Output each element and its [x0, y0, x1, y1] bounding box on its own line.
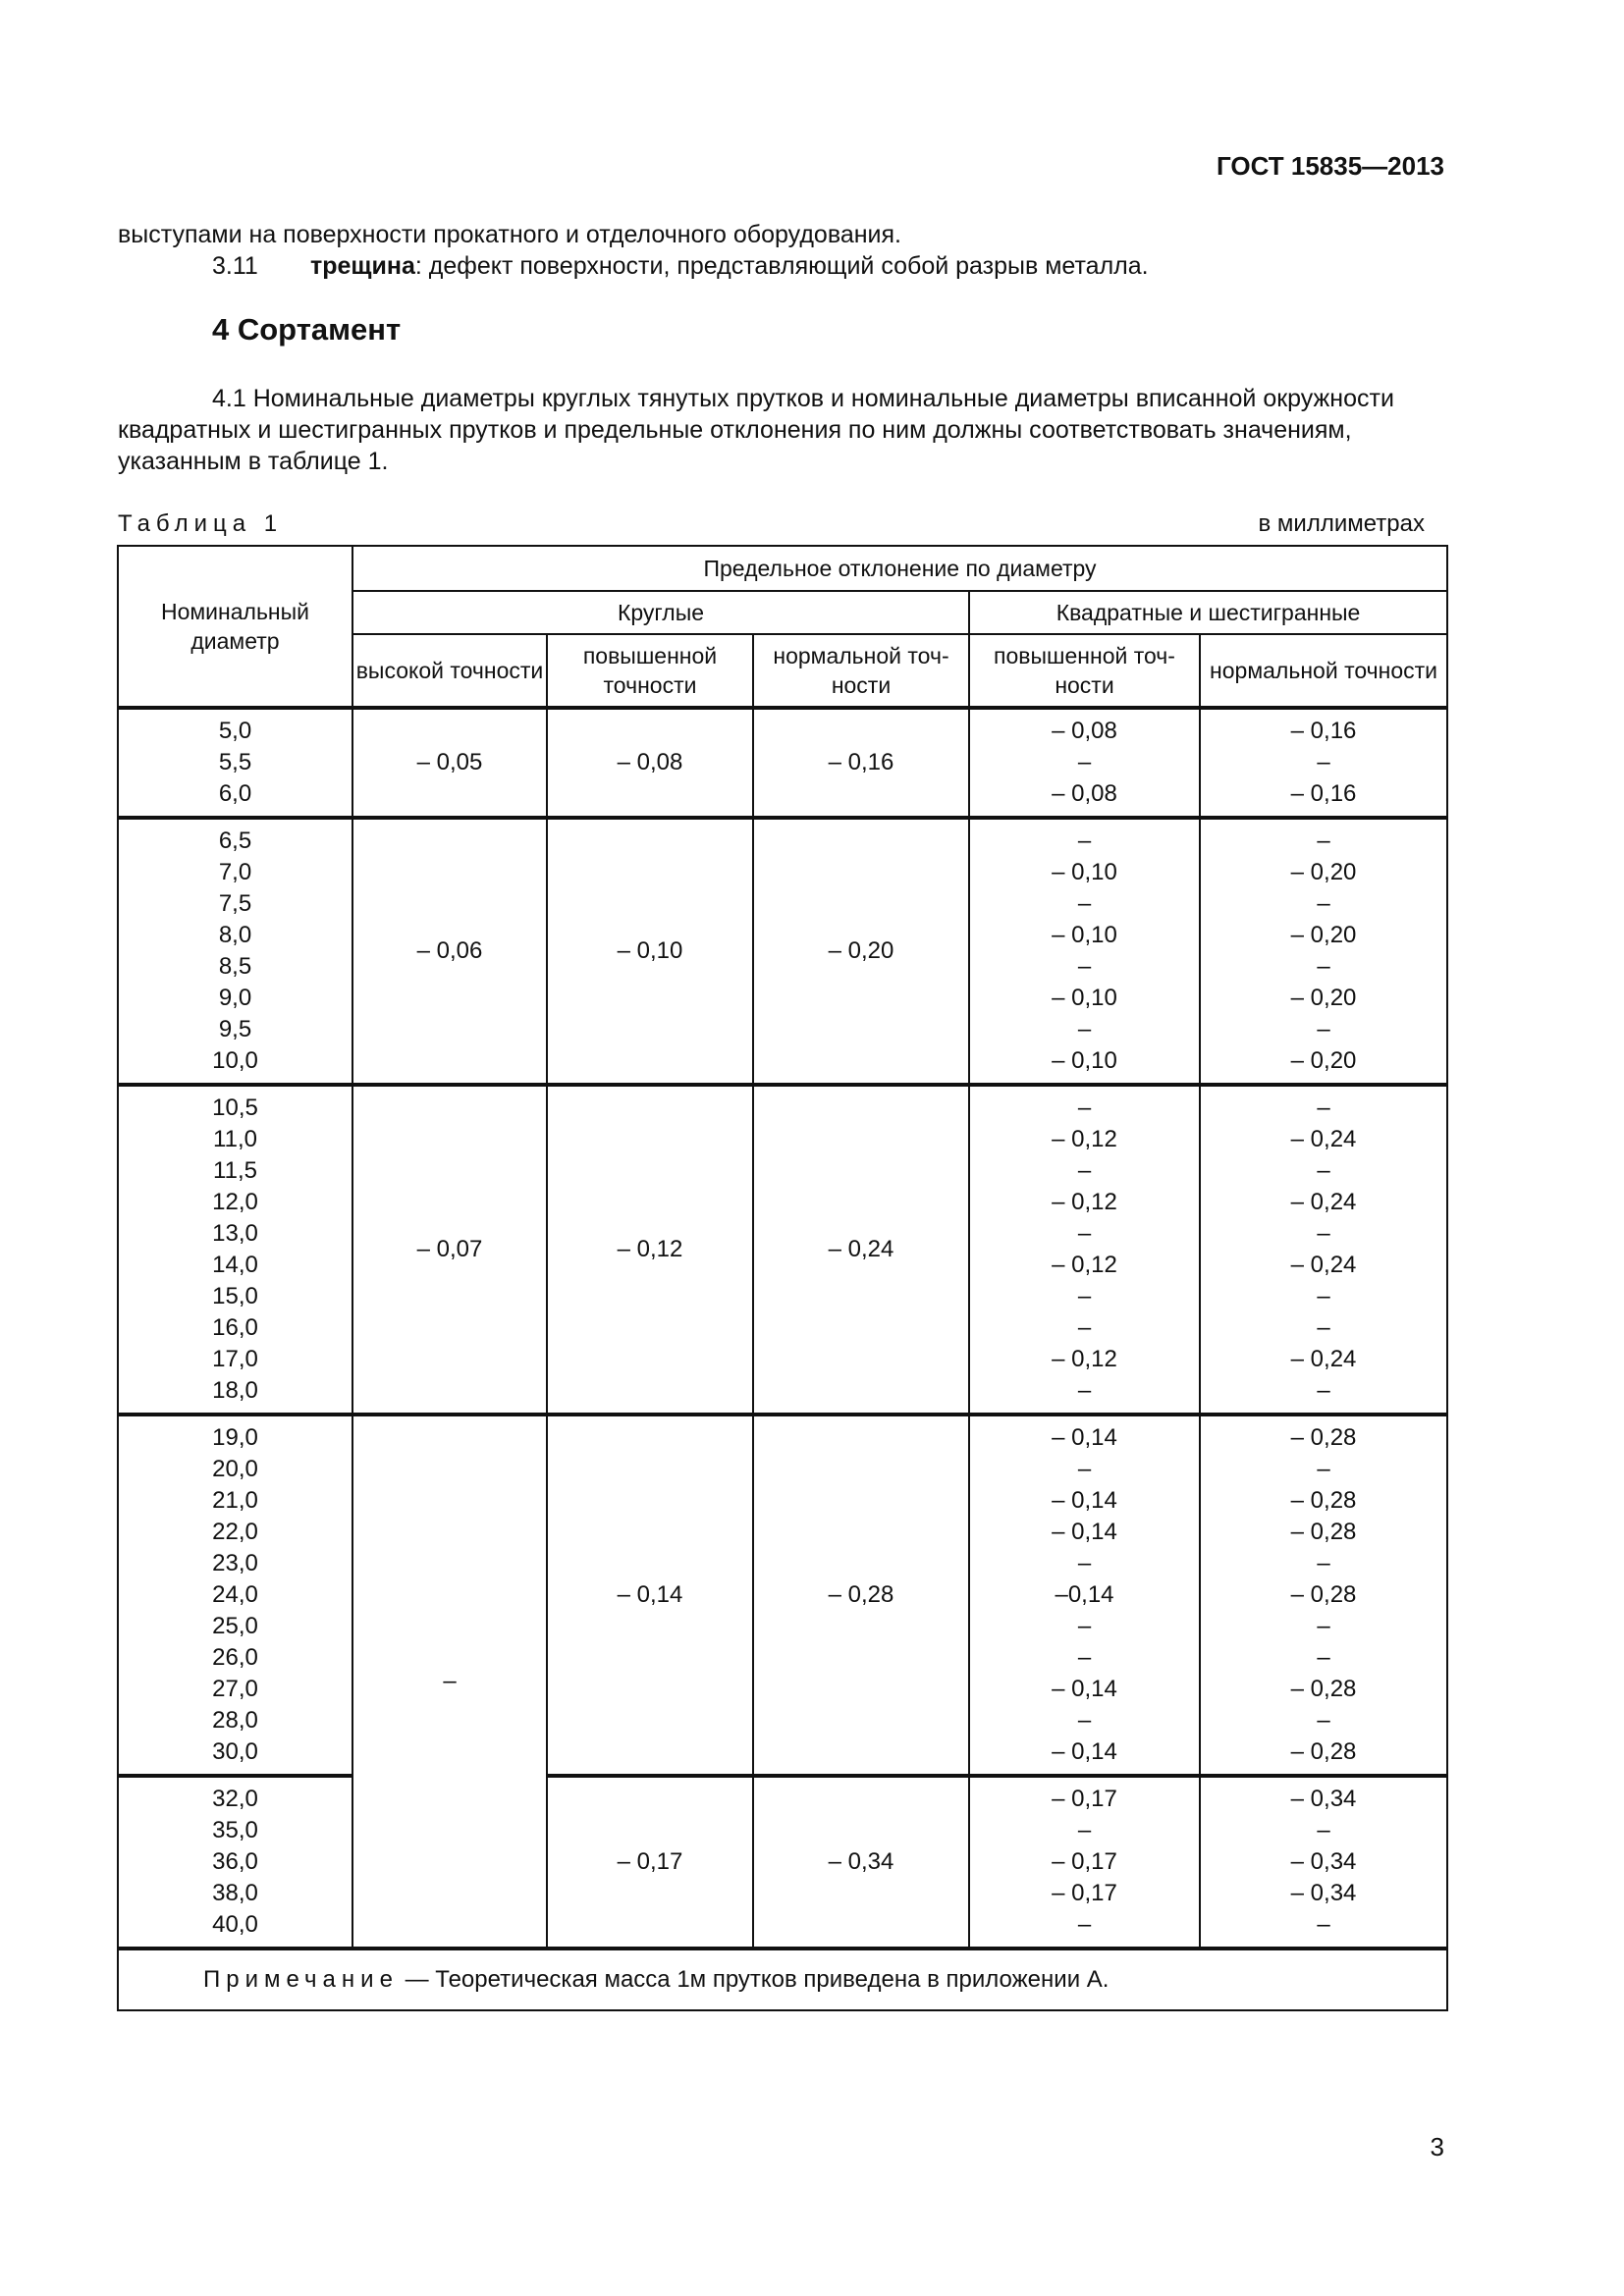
round-high-cell: – 0,07	[352, 1085, 547, 1415]
sq-increased-cell	[969, 708, 1200, 818]
term: трещина	[310, 252, 415, 280]
table-units: в миллиметрах	[1258, 510, 1425, 537]
table-row	[118, 1085, 1447, 1415]
header-round-high: высокой точности	[352, 634, 547, 708]
sq-increased-cell-value: –	[1077, 953, 1092, 980]
nominal-diameters-cell	[118, 1415, 352, 1776]
sq-increased-cell-value: – 0,12	[1052, 1126, 1117, 1152]
nominal-diameters-cell-value: 5,0	[218, 718, 252, 744]
nominal-diameters-cell-value: 30,0	[212, 1738, 258, 1765]
sq-normal-cell-value: –	[1317, 1016, 1330, 1042]
header-round: Круглые	[352, 591, 969, 634]
nominal-diameters-cell-value: 20,0	[212, 1456, 258, 1482]
nominal-diameters-cell-value: 18,0	[212, 1377, 258, 1404]
sq-increased-cell-value: –	[1077, 1817, 1092, 1843]
sq-increased-cell-value: –	[1077, 828, 1092, 854]
round-high-cell: –	[352, 1415, 547, 1949]
nominal-diameters-cell	[118, 1776, 352, 1949]
nominal-diameters-cell	[118, 818, 352, 1085]
note-label: Примечание	[203, 1966, 399, 1993]
sq-increased-cell-value: –	[1077, 1644, 1092, 1671]
sq-normal-cell-value: – 0,28	[1290, 1738, 1357, 1765]
sq-normal-cell-value: – 0,24	[1290, 1252, 1357, 1278]
sq-normal-cell-value: – 0,28	[1290, 1424, 1357, 1451]
nominal-diameters-cell-value: 40,0	[212, 1911, 258, 1938]
sq-increased-cell-value: – 0,12	[1052, 1252, 1117, 1278]
sq-normal-cell-value: –	[1317, 890, 1330, 917]
sq-increased-cell-value: – 0,17	[1052, 1880, 1117, 1906]
sq-increased-cell-value: – 0,17	[1052, 1786, 1117, 1812]
sq-normal-cell-value: –	[1317, 828, 1330, 854]
nominal-diameters-cell-value: 19,0	[212, 1424, 258, 1451]
sq-increased-cell-value: –	[1077, 1095, 1092, 1121]
sq-increased-cell-value: –	[1077, 1157, 1092, 1184]
nominal-diameters-cell-value: 10,0	[212, 1047, 258, 1074]
round-increased-cell: – 0,17	[547, 1776, 753, 1949]
table-row	[118, 818, 1447, 1085]
sq-increased-cell-value: –	[1077, 1613, 1092, 1639]
sq-normal-cell-value: –	[1317, 1550, 1330, 1576]
nominal-diameters-cell-value: 9,5	[218, 1016, 252, 1042]
nominal-diameters-cell-value: 14,0	[212, 1252, 258, 1278]
sq-increased-cell-value: –	[1077, 890, 1092, 917]
sq-increased-cell-value: –	[1077, 1456, 1092, 1482]
sq-normal-cell-value: – 0,28	[1290, 1676, 1357, 1702]
sq-increased-cell	[969, 818, 1200, 1085]
nominal-diameters-cell-value: 28,0	[212, 1707, 258, 1734]
round-high-cell: – 0,06	[352, 818, 547, 1085]
round-increased-cell: – 0,12	[547, 1085, 753, 1415]
table-note-row	[118, 1949, 1447, 2010]
paragraph-4-1: 4.1 Номинальные диаметры круглых тянутых прутков и номинальные диаметры вписанной окружности квадратных и шестигранных прутков и предельные отклонения по ним должны соответствовать значениям, указанным в таблице 1.	[118, 385, 1394, 475]
sq-normal-cell-value: –	[1317, 1220, 1330, 1247]
continuation-paragraph: выступами на поверхности прокатного и отделочного оборудования.	[118, 221, 901, 248]
item-number: 3.11	[212, 252, 258, 280]
sq-normal-cell-value: – 0,20	[1290, 1047, 1357, 1074]
nominal-diameters-cell-value: 22,0	[212, 1519, 258, 1545]
sq-normal-cell-value: – 0,16	[1290, 718, 1357, 744]
nominal-diameters-cell-value: 36,0	[212, 1848, 258, 1875]
round-high-cell: – 0,05	[352, 708, 547, 818]
sq-normal-cell-value: –	[1317, 1644, 1330, 1671]
round-normal-cell: – 0,34	[753, 1776, 969, 1949]
sq-increased-cell	[969, 1415, 1200, 1776]
round-normal-cell: – 0,20	[753, 818, 969, 1085]
sq-normal-cell-value: –	[1317, 1817, 1330, 1843]
round-normal-cell: – 0,28	[753, 1415, 969, 1776]
sq-increased-cell-value: – 0,12	[1052, 1346, 1117, 1372]
table-label: Таблица 1	[118, 510, 284, 537]
sq-increased-cell-value: – 0,14	[1052, 1676, 1117, 1702]
sq-normal-cell-value: – 0,34	[1290, 1848, 1357, 1875]
nominal-diameters-cell-value: 5,5	[218, 749, 252, 775]
sq-increased-cell-value: –	[1077, 1911, 1092, 1938]
round-increased-cell: – 0,14	[547, 1415, 753, 1776]
table-row	[118, 1776, 1447, 1949]
nominal-diameters-cell-value: 11,5	[213, 1157, 257, 1184]
sq-increased-cell-value: –	[1077, 1707, 1092, 1734]
sq-increased-cell	[969, 1776, 1200, 1949]
nominal-diameters-cell-value: 10,5	[212, 1095, 258, 1121]
sq-normal-cell-value: –	[1317, 1911, 1330, 1938]
header-round-increased: повышенной точности	[547, 634, 753, 708]
sq-normal-cell-value: –	[1317, 749, 1330, 775]
table-note	[118, 1949, 1447, 2010]
sq-normal-cell-value: –	[1317, 1095, 1330, 1121]
nominal-diameters-cell-value: 35,0	[212, 1817, 258, 1843]
nominal-diameters-cell-value: 23,0	[212, 1550, 258, 1576]
nominal-diameters-cell-value: 9,0	[218, 985, 252, 1011]
header-sq-increased: повышенной точности	[969, 634, 1200, 708]
sq-increased-cell-value: – 0,14	[1052, 1738, 1117, 1765]
sq-increased-cell-value: – 0,14	[1052, 1519, 1117, 1545]
sq-normal-cell-value: – 0,24	[1290, 1346, 1357, 1372]
nominal-diameters-cell-value: 7,0	[218, 859, 252, 885]
nominal-diameters-cell-value: 26,0	[212, 1644, 258, 1671]
sq-normal-cell-value: – 0,34	[1290, 1786, 1357, 1812]
sq-increased-cell-value: – 0,10	[1052, 1047, 1117, 1074]
nominal-diameters-cell-value: 24,0	[212, 1581, 258, 1608]
sq-increased-cell-value: –	[1077, 1377, 1092, 1404]
sq-normal-cell-value: – 0,20	[1290, 859, 1357, 885]
nominal-diameters-cell-value: 32,0	[212, 1786, 258, 1812]
sq-increased-cell-value: – 0,08	[1052, 718, 1117, 744]
round-normal-cell: – 0,16	[753, 708, 969, 818]
nominal-diameters-cell	[118, 708, 352, 818]
header-sq-normal: нормальной точности	[1200, 634, 1447, 708]
sq-normal-cell-value: –	[1317, 1707, 1330, 1734]
round-increased-cell: – 0,10	[547, 818, 753, 1085]
sq-increased-cell-value: –	[1077, 749, 1092, 775]
round-normal-cell: – 0,24	[753, 1085, 969, 1415]
sq-normal-cell	[1200, 708, 1447, 818]
header-round-normal: нормальной точности	[753, 634, 969, 708]
sq-normal-cell-value: –	[1317, 1283, 1330, 1309]
nominal-diameters-cell-value: 6,5	[218, 828, 252, 854]
sq-increased-cell-value: – 0,14	[1052, 1487, 1117, 1514]
table-row	[118, 708, 1447, 818]
nominal-diameters-cell-value: 16,0	[212, 1314, 258, 1341]
definition-text: : дефект поверхности, представляющий собой разрыв металла.	[414, 252, 1149, 280]
nominal-diameters-cell-value: 21,0	[212, 1487, 258, 1514]
header-square-hex: Квадратные и шестигранные	[969, 591, 1447, 634]
nominal-diameters-cell-value: 38,0	[212, 1880, 258, 1906]
sq-normal-cell-value: – 0,34	[1290, 1880, 1357, 1906]
sq-increased-cell-value: –	[1077, 1283, 1092, 1309]
sq-increased-cell-value: – 0,10	[1052, 922, 1117, 948]
sq-normal-cell-value: –	[1317, 1157, 1330, 1184]
sq-normal-cell-value: –	[1317, 1456, 1330, 1482]
sq-increased-cell-value: – 0,17	[1052, 1848, 1117, 1875]
page-number: 3	[1430, 2132, 1444, 2162]
sq-normal-cell	[1200, 1776, 1447, 1949]
nominal-diameters-cell-value: 8,5	[218, 953, 252, 980]
sq-increased-cell-value: –	[1077, 1314, 1092, 1341]
sq-increased-cell-value: –	[1077, 1220, 1092, 1247]
sq-normal-cell-value: – 0,20	[1290, 922, 1357, 948]
header-deviation: Предельное отклонение по диаметру	[352, 546, 1447, 591]
sq-normal-cell-value: – 0,16	[1290, 780, 1357, 807]
nominal-diameters-cell-value: 11,0	[213, 1126, 257, 1152]
sq-increased-cell-value: – 0,10	[1052, 859, 1117, 885]
sq-increased-cell-value: –	[1077, 1550, 1092, 1576]
nominal-diameters-cell	[118, 1085, 352, 1415]
assortment-table	[117, 545, 1448, 2011]
definition-3-11	[212, 250, 1149, 282]
nominal-diameters-cell-value: 15,0	[212, 1283, 258, 1309]
sq-increased-cell-value: – 0,10	[1052, 985, 1117, 1011]
nominal-diameters-cell-value: 8,0	[218, 922, 252, 948]
nominal-diameters-cell-value: 25,0	[212, 1613, 258, 1639]
nominal-diameters-cell-value: 17,0	[212, 1346, 258, 1372]
nominal-diameters-cell-value: 13,0	[212, 1220, 258, 1247]
sq-normal-cell-value: –	[1317, 1314, 1330, 1341]
sq-normal-cell-value: –	[1317, 953, 1330, 980]
sq-normal-cell	[1200, 1085, 1447, 1415]
sq-normal-cell	[1200, 1415, 1447, 1776]
sq-normal-cell	[1200, 818, 1447, 1085]
round-increased-cell: – 0,08	[547, 708, 753, 818]
sq-normal-cell-value: – 0,20	[1290, 985, 1357, 1011]
table-row	[118, 1415, 1447, 1776]
document-code: ГОСТ 15835—2013	[1217, 151, 1444, 181]
sq-normal-cell-value: – 0,28	[1290, 1581, 1357, 1608]
sq-increased-cell-value: – 0,12	[1052, 1189, 1117, 1215]
sq-increased-cell-value: –	[1077, 1016, 1092, 1042]
note-text: — Теоретическая масса 1м прутков приведена в приложении А.	[398, 1966, 1110, 1993]
sq-increased-cell-value: –0,14	[1055, 1581, 1114, 1608]
nominal-diameters-cell-value: 12,0	[212, 1189, 258, 1215]
sq-normal-cell-value: – 0,24	[1290, 1126, 1357, 1152]
sq-normal-cell-value: – 0,28	[1290, 1519, 1357, 1545]
nominal-diameters-cell-value: 27,0	[212, 1676, 258, 1702]
nominal-diameters-cell-value: 7,5	[218, 890, 252, 917]
sq-normal-cell-value: – 0,28	[1290, 1487, 1357, 1514]
section-title: 4 Сортамент	[212, 312, 402, 347]
sq-normal-cell-value: –	[1317, 1377, 1330, 1404]
sq-normal-cell-value: – 0,24	[1290, 1189, 1357, 1215]
nominal-diameters-cell-value: 6,0	[218, 780, 252, 807]
sq-normal-cell-value: –	[1317, 1613, 1330, 1639]
sq-increased-cell-value: – 0,08	[1052, 780, 1117, 807]
header-nominal-diameter: Номинальный диаметр	[118, 546, 352, 708]
sq-increased-cell-value: – 0,14	[1052, 1424, 1117, 1451]
sq-increased-cell	[969, 1085, 1200, 1415]
